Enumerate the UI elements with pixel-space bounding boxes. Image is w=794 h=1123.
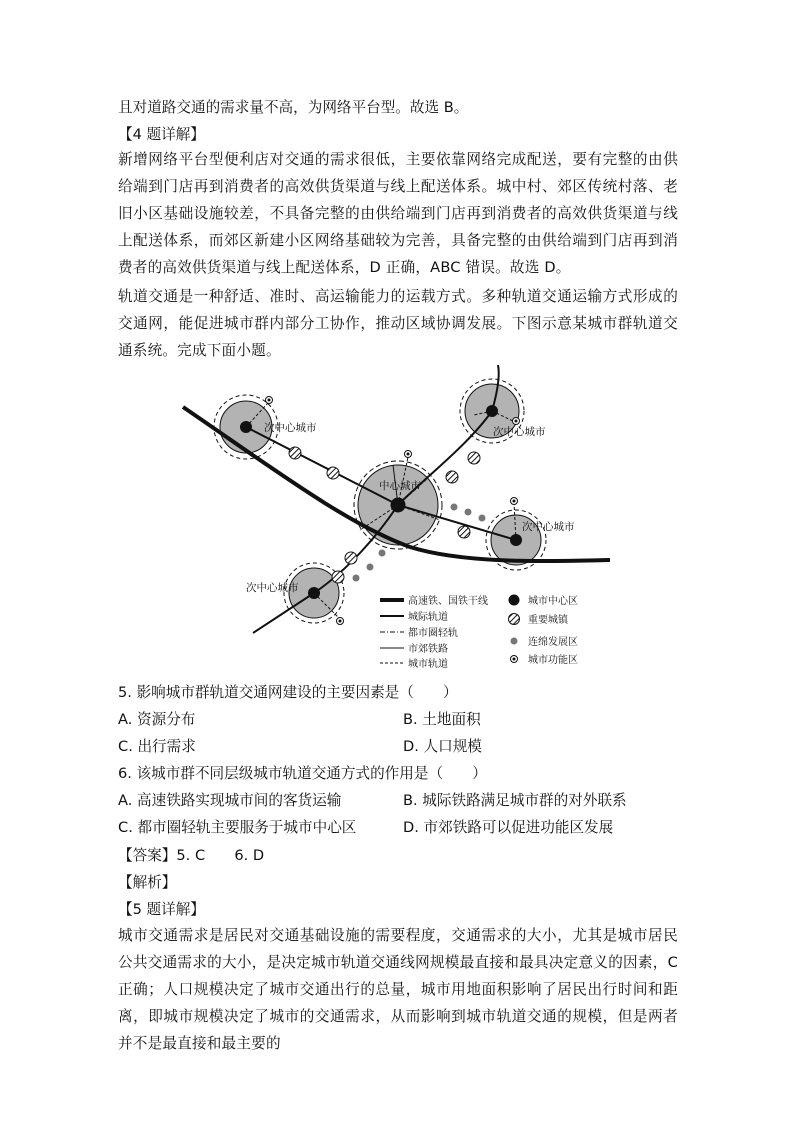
analysis-heading: 【解析】 [118, 874, 177, 891]
section-heading-q5: 【5 题详解】 [118, 901, 205, 918]
paragraph-q5-explanation: 城市交通需求是居民对交通基础设施的需要程度，交通需求的大小，尤其是城市居民公共交通需求的大小，是决定城市轨道交通线网规模最直接和最具决定意义的因素，C 正确；人口规模决定了城市交通出行的总量，城市用地面积影响了居民出行时间和距离，即城市规模决定了城市的交通需求，从而影响到城市轨道交通的规模，但是两者并不是最直接和最主要的 [118, 927, 678, 1052]
q5-option-c: C. 出行需求 [118, 738, 196, 755]
label-center-city: 中心城市 [379, 480, 421, 492]
legend-urban-label: 城市轨道 [408, 659, 448, 670]
rail-map-svg [178, 365, 622, 673]
legend-hsr-label: 高速铁、国铁干线 [408, 596, 488, 607]
q6-option-d: D. 市郊铁路可以促进功能区发展 [403, 819, 614, 836]
legend-dev-zone-label: 连绵发展区 [528, 637, 578, 648]
label-sub-city-nw: 次中心城市 [264, 422, 317, 434]
legend-center-area-label: 城市中心区 [528, 596, 578, 607]
legend-metro-light-label: 都市圈轻轨 [408, 628, 458, 639]
legend-intercity-label: 城际轨道 [408, 612, 448, 623]
legend-func-zone-label: 城市功能区 [528, 655, 578, 666]
q5-option-d: D. 人口规模 [403, 738, 482, 755]
question-6: 6. 该城市群不同层级城市轨道交通方式的作用是（ ） [118, 765, 487, 782]
section-heading-q4: 【4 题详解】 [118, 126, 205, 143]
q5-option-b: B. 土地面积 [403, 711, 481, 728]
rail-system-diagram [178, 365, 622, 673]
paragraph-intro: 轨道交通是一种舒适、准时、高运输能力的运载方式。多种轨道交通运输方式形成的交通网，能促进城市群内部分工协作，推动区域协调发展。下图示意某城市群轨道交通系统。完成下面小题。 [118, 288, 678, 359]
paragraph-q4-explanation: 新增网络平台型便利店对交通的需求很低，主要依靠网络完成配送，要有完整的由供给端到门店再到消费者的高效供货渠道与线上配送体系。城中村、郊区传统村落、老旧小区基础设施较差，不具备完整的由供给端到门店再到消费者的高效供货渠道与线上配送体系，而郊区新建小区网络基础较为完善，具备完整的由供给端到门店再到消费者的高效供货渠道与线上配送体系，D 正确，ABC 错误。故选 D。 [118, 151, 678, 276]
paragraph-continuation: 且对道路交通的需求量不高，为网络平台型。故选 B。 [118, 99, 469, 116]
legend-suburban-label: 市郊铁路 [408, 644, 448, 655]
label-sub-city-e: 次中心城市 [522, 521, 575, 533]
question-5: 5. 影响城市群轨道交通网建设的主要因素是（ ） [118, 684, 458, 701]
label-sub-city-ne: 次中心城市 [493, 426, 546, 438]
label-sub-city-sw: 次中心城市 [246, 582, 299, 594]
q6-option-b: B. 城际铁路满足城市群的对外联系 [403, 792, 627, 809]
q6-option-a: A. 高速铁路实现城市间的客货运输 [118, 792, 342, 809]
answer-line: 【答案】5. C 6. D [118, 847, 265, 864]
legend-key-town-label: 重要城镇 [528, 615, 568, 626]
q6-option-c: C. 都市圈轻轨主要服务于城市中心区 [118, 819, 357, 836]
q5-option-a: A. 资源分布 [118, 711, 196, 728]
legend [380, 594, 578, 670]
